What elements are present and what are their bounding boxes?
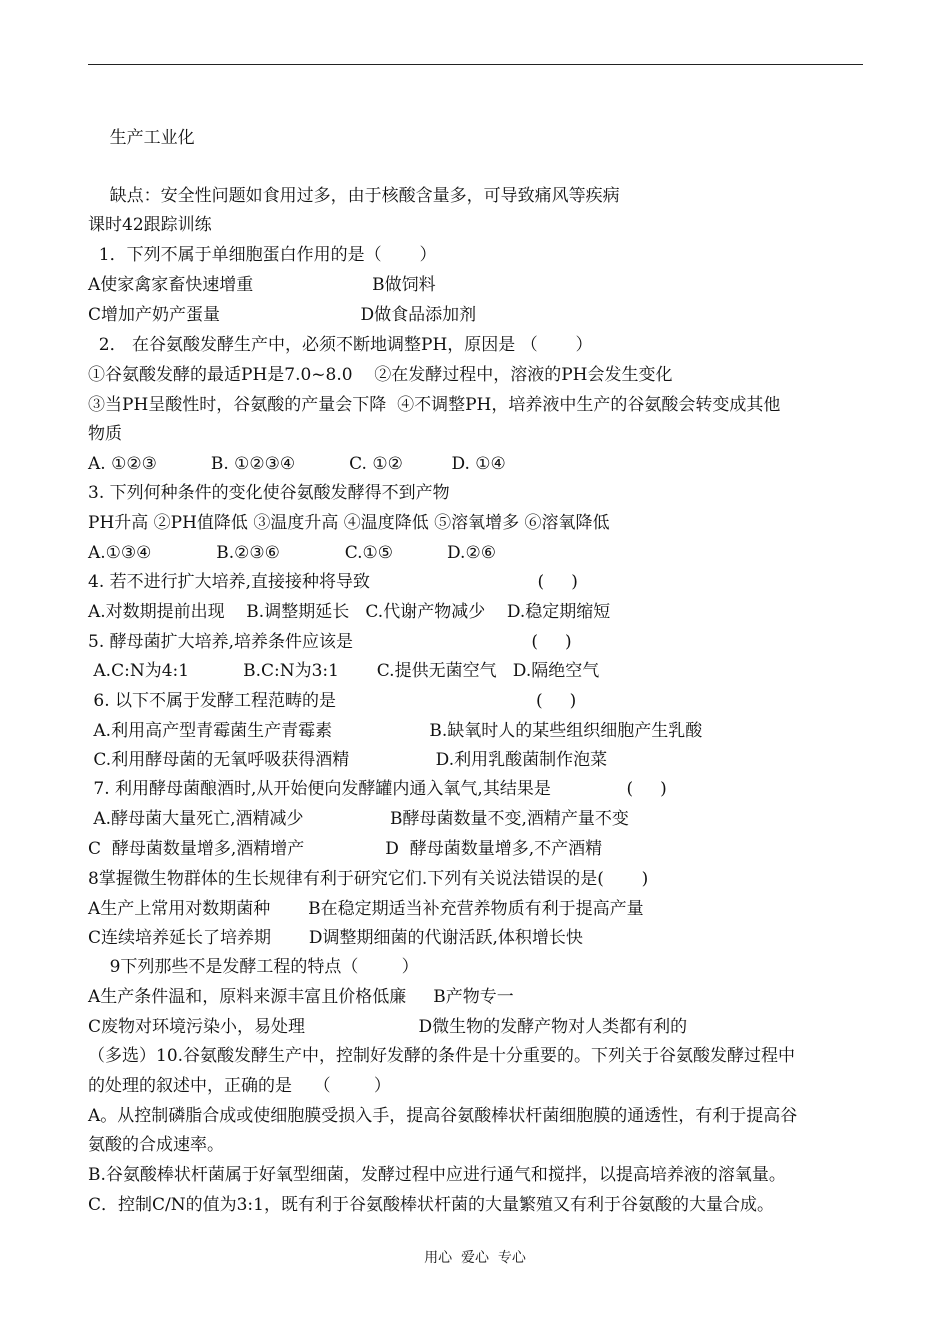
question-9: 9下列那些不是发酵工程的特点（ ） xyxy=(88,957,419,977)
question-10-cont: 的处理的叙述中，正确的是 （ ） xyxy=(88,1076,391,1096)
option-line: 氨酸的合成速率。 xyxy=(88,1135,224,1155)
option-line: A使家禽家畜快速增重 B做饲料 xyxy=(88,275,436,295)
option-line: A.C:N为4:1 B.C:N为3:1 C.提供无菌空气 D.隔绝空气 xyxy=(88,661,600,681)
statement-line: ①谷氨酸发酵的最适PH是7.0~8.0 ②在发酵过程中，溶液的PH会发生变化 xyxy=(88,365,673,385)
question-8: 8掌握微生物群体的生长规律有利于研究它们.下列有关说法错误的是( ) xyxy=(88,869,649,889)
option-line: A. ①②③ B. ①②③④ C. ①② D. ①④ xyxy=(88,454,506,474)
option-line: A.酵母菌大量死亡,酒精减少 B酵母菌数量不变,酒精产量不变 xyxy=(88,809,629,829)
option-line: A生产上常用对数期菌种 B在稳定期适当补充营养物质有利于提高产量 xyxy=(88,899,644,919)
statement-line: 物质 xyxy=(88,424,122,444)
page-footer: 用心 爱心 专心 xyxy=(424,1250,526,1266)
question-10: （多选）10.谷氨酸发酵生产中，控制好发酵的条件是十分重要的。下列关于谷氨酸发酵过程中 xyxy=(88,1046,796,1066)
text-line: 生产工业化 xyxy=(88,128,195,148)
question-5: 5. 酵母菌扩大培养,培养条件应该是 ( ) xyxy=(88,632,572,652)
option-line: C.利用酵母菌的无氧呼吸获得酒精 D.利用乳酸菌制作泡菜 xyxy=(88,750,608,770)
question-3: 3. 下列何种条件的变化使谷氨酸发酵得不到产物 xyxy=(88,483,450,503)
option-line: B.谷氨酸棒状杆菌属于好氧型细菌，发酵过程中应进行通气和搅拌，以提高培养液的溶氧量。 xyxy=(88,1165,786,1185)
option-line: A。从控制磷脂合成或使细胞膜受损入手，提高谷氨酸棒状杆菌细胞膜的通透性，有利于提高谷 xyxy=(88,1106,798,1126)
option-line: A.①③④ B.②③⑥ C.①⑤ D.②⑥ xyxy=(88,543,496,563)
statement-line: ③当PH呈酸性时，谷氨酸的产量会下降 ④不调整PH，培养液中生产的谷氨酸会转变成其他 xyxy=(88,395,781,415)
option-line: C废物对环境污染小，易处理 D微生物的发酵产物对人类都有利的 xyxy=(88,1017,688,1037)
question-1: 1．下列不属于单细胞蛋白作用的是（ ） xyxy=(88,245,437,265)
option-line: A.对数期提前出现 B.调整期延长 C.代谢产物减少 D.稳定期缩短 xyxy=(88,602,611,622)
option-line: A生产条件温和，原料来源丰富且价格低廉 B产物专一 xyxy=(88,987,514,1007)
text-line: 课时42跟踪训练 xyxy=(88,215,212,235)
option-line: C连续培养延长了培养期 D调整期细菌的代谢活跃,体积增长快 xyxy=(88,928,583,948)
option-line: C．控制C/N的值为3:1，既有利于谷氨酸棒状杆菌的大量繁殖又有利于谷氨酸的大量合成。 xyxy=(88,1195,774,1215)
question-4: 4. 若不进行扩大培养,直接接种将导致 ( ) xyxy=(88,572,578,592)
option-line: C增加产奶产蛋量 D做食品添加剂 xyxy=(88,305,477,325)
question-2: 2． 在谷氨酸发酵生产中，必须不断地调整PH，原因是 （ ） xyxy=(88,335,593,355)
option-line: C 酵母菌数量增多,酒精增产 D 酵母菌数量增多,不产酒精 xyxy=(88,839,603,859)
text-line: 缺点：安全性问题如食用过多，由于核酸含量多，可导致痛风等疾病 xyxy=(88,186,620,206)
option-line: A.利用高产型青霉菌生产青霉素 B.缺氧时人的某些组织细胞产生乳酸 xyxy=(88,721,703,741)
header-rule xyxy=(88,64,863,65)
question-6: 6. 以下不属于发酵工程范畴的是 ( ) xyxy=(88,691,577,711)
statement-line: PH升高 ②PH值降低 ③温度升高 ④温度降低 ⑤溶氧增多 ⑥溶氧降低 xyxy=(88,513,610,533)
question-7: 7. 利用酵母菌酿酒时,从开始便向发酵罐内通入氧气,其结果是 ( ) xyxy=(88,779,667,799)
